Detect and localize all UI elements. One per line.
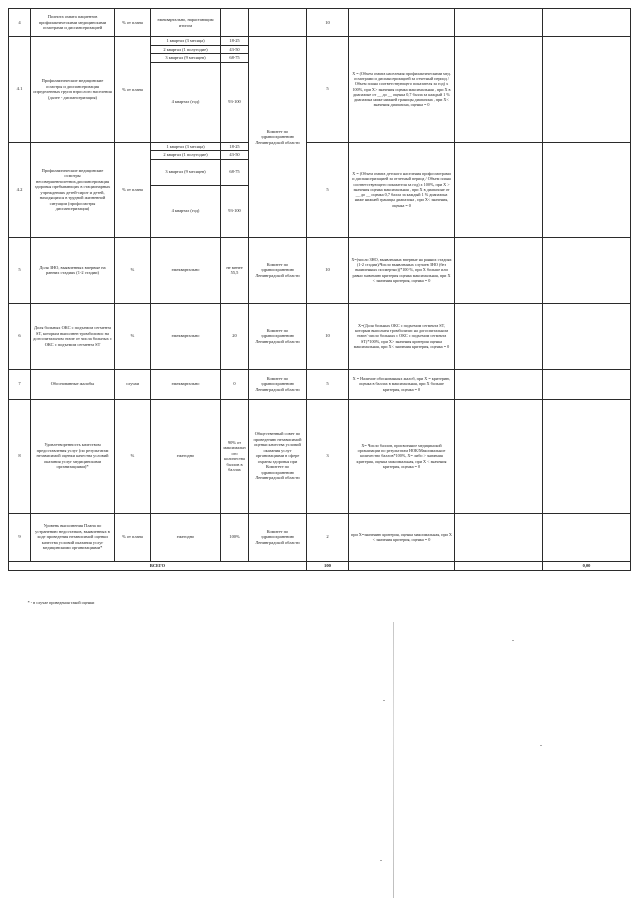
- quarter-period: 1 квартал (3 месяца): [151, 142, 221, 151]
- empty-cell: [455, 369, 543, 399]
- empty-cell: [349, 561, 455, 570]
- empty-cell: [455, 513, 543, 561]
- quarter-plan: 43-50: [221, 45, 249, 54]
- scan-speck: [383, 700, 385, 701]
- period: ежегодно: [151, 513, 221, 561]
- unit: %: [115, 303, 151, 369]
- empty-cell: [455, 399, 543, 513]
- empty-cell: [543, 513, 631, 561]
- table-row: [9, 37, 631, 46]
- plan-value: [221, 9, 249, 37]
- unit: случаи: [115, 369, 151, 399]
- period: ежегодно: [151, 399, 221, 513]
- criterion-name: Уровень выполнения Плана по устранению недостатков, выявленных в ходе проведения независимой оценки качества условий оказания услуг медицинскими организациями*: [31, 513, 115, 561]
- table-row: [9, 513, 631, 561]
- responsible: Комитет по здравоохранению Ленинградской области: [249, 303, 307, 369]
- quarter-period: 4 квартал (год): [151, 62, 221, 142]
- scan-speck: [540, 745, 542, 746]
- quarter-period: 2 квартал (1 полугодие): [151, 45, 221, 54]
- table-row: [9, 237, 631, 303]
- criterion-name: Удовлетворенность качеством предоставления услуг (по результатам независимой оценки качества условий оказания услуг медицинскими организациями)*: [31, 399, 115, 513]
- period: ежеквартально: [151, 237, 221, 303]
- row-number: 4: [9, 9, 31, 37]
- criterion-name: Обоснованные жалобы: [31, 369, 115, 399]
- row-number: 4.2: [9, 142, 31, 237]
- table-row: [9, 142, 631, 151]
- formula: при Х=значению критерия, оценка максимальная, при Х < значения критерия, оценка = 0: [349, 513, 455, 561]
- quarter-plan: 93-100: [221, 62, 249, 142]
- table-row: [9, 9, 631, 37]
- criteria-table: [8, 8, 631, 571]
- score: 5: [307, 369, 349, 399]
- empty-cell: [543, 399, 631, 513]
- unit: % от плана: [115, 9, 151, 37]
- criterion-name: Полнота охвата пациентов профилактическими медицинскими осмотрами и диспансеризацией: [31, 9, 115, 37]
- period: ежеквартально: [151, 303, 221, 369]
- row-number: 9: [9, 513, 31, 561]
- quarter-period: 1 квартал (3 месяца): [151, 37, 221, 46]
- empty-cell: [543, 303, 631, 369]
- quarter-period: 3 квартал (9 месяцев): [151, 159, 221, 185]
- empty-cell: [543, 237, 631, 303]
- quarter-period: 4 квартал (год): [151, 185, 221, 237]
- total-value: 0,00: [543, 561, 631, 570]
- footnote: * - в случае проведения такой оценки: [27, 600, 95, 605]
- quarter-plan: 93-100: [221, 185, 249, 237]
- empty-cell: [543, 37, 631, 143]
- quarter-period: 3 квартал (9 месяцев): [151, 54, 221, 63]
- plan-value: 20: [221, 303, 249, 369]
- quarter-period: 2 квартал (1 полугодие): [151, 151, 221, 160]
- criterion-name: Профилактические медицинские осмотры несовершеннолетних,диспансеризация здоровья пребывающих в стационарных учреждениях детей-сирот и детей, находящихся в трудной жизненной ситуации (профосмотры диспансеризация): [31, 142, 115, 237]
- total-score: 100: [307, 561, 349, 570]
- empty-cell: [543, 142, 631, 237]
- row-number: 4.1: [9, 37, 31, 143]
- empty-cell: [455, 237, 543, 303]
- responsible: [249, 9, 307, 37]
- responsible: Комитет по здравоохранению Ленинградской области: [249, 237, 307, 303]
- score: 5: [307, 142, 349, 237]
- table-row: [9, 369, 631, 399]
- quarter-plan: 68-75: [221, 54, 249, 63]
- formula: Х = (Объем охвата детского населения профосмотрами и диспансеризацией за отчетный период / Объем плана соответствующего показателя за год) х 100%, при Х > значения оценка максимальная , при Х в диапазоне от __ до __ оценка 0,7 балла за каждый 1 % диапазона ниже нижней границы диапазона , при Х< значения, оценка = 0: [349, 142, 455, 237]
- score: 5: [307, 37, 349, 143]
- empty-cell: [455, 303, 543, 369]
- empty-cell: [543, 369, 631, 399]
- criterion-name: Профилактические медицинские осмотры и диспансеризация определенных групп взрослого населения (далее - диспансеризация): [31, 37, 115, 143]
- unit: %: [115, 399, 151, 513]
- criterion-name: Доля больных ОКС с подъемом сегмента ST, которым выполнен тромболизис на догоспитальном этапе от числа больных с ОКС с подъемом сегмента ST: [31, 303, 115, 369]
- row-number: 5: [9, 237, 31, 303]
- empty-cell: [543, 9, 631, 37]
- score: 3: [307, 399, 349, 513]
- total-label: ВСЕГО: [9, 561, 307, 570]
- formula: Х=(Доля больных ОКС с подъемом сегмента ST, которым выполнен тромболизис на догоспитальном этапе/ число больных с ОКС с подъемом сегмента ST)*100%, при Х> значения критерия оценка максимальная, при Х< значения критерия, оценка = 0: [349, 303, 455, 369]
- responsible: Общественный совет по проведению независимой оценки качества условий оказания услуг организациями в сфере охраны здоровья при Комитете по здравоохранению Ленинградской области: [249, 399, 307, 513]
- empty-cell: [455, 9, 543, 37]
- plan-value: 90% от максимального количества баллов в баллах: [221, 399, 249, 513]
- scan-speck: [512, 640, 514, 641]
- unit: % от плана: [115, 142, 151, 237]
- table-row: [9, 303, 631, 369]
- period: ежеквартально: [151, 369, 221, 399]
- quarter-plan: 18-25: [221, 142, 249, 151]
- formula: Х=(число ЗНО, выявленных впервые на ранних стадиях (1-2 стадии)/Число выявленных случаев ЗНО (без выявленных посмертно))*100 %, при Х больше или равно значению критерия оценка максимальная, при Х < значения критерия, оценка = 0: [349, 237, 455, 303]
- scan-speck: [380, 860, 382, 861]
- total-row: [9, 561, 631, 570]
- period: ежеквартально, нарастающим итогом: [151, 9, 221, 37]
- formula: Х = (Объем охвата населения профилактическими мед. осмотрами и диспансеризацией за отчетный период / Объем плана соответствующего показателя за год) х 100%, при Х> значения оценка максимальная , при Х в диапазоне от __ до __ оценка 0,7 балла за каждый 1 % диапазона ниже нижней границы диапазона , при Х< значения диапазона, оценка = 0: [349, 37, 455, 143]
- table-row: [9, 399, 631, 513]
- score: 10: [307, 303, 349, 369]
- formula: Х = Наличие обоснованных жалоб, при Х = критерию, оценка в баллах в максимальная, при Х больше критерия, оценка = 0: [349, 369, 455, 399]
- plan-value: 0: [221, 369, 249, 399]
- criterion-name: Доля ЗНО, выявленных впервые на ранних стадиях (1-2 стадии): [31, 237, 115, 303]
- responsible: Комитет по здравоохранению Ленинградской области: [249, 369, 307, 399]
- score: 2: [307, 513, 349, 561]
- formula: [349, 9, 455, 37]
- row-number: 8: [9, 399, 31, 513]
- unit: % от плана: [115, 513, 151, 561]
- row-number: 7: [9, 369, 31, 399]
- quarter-plan: 43-50: [221, 151, 249, 160]
- score: 10: [307, 9, 349, 37]
- unit: %: [115, 237, 151, 303]
- empty-cell: [455, 561, 543, 570]
- responsible: Комитет по здравоохранению Ленинградской области: [249, 513, 307, 561]
- empty-cell: [455, 142, 543, 237]
- plan-value: не менее 55,5: [221, 237, 249, 303]
- quarter-plan: 68-75: [221, 159, 249, 185]
- plan-value: 100%: [221, 513, 249, 561]
- empty-cell: [455, 37, 543, 143]
- row-number: 6: [9, 303, 31, 369]
- formula: Х= Число баллов, присвоенное медицинской организации по результатам НОК/Максимальное количество баллов*100%, Х= либо > значения критерия, оценка максимальная, при Х < значения критерия, оценка = 0: [349, 399, 455, 513]
- unit: % от плана: [115, 37, 151, 143]
- score: 10: [307, 237, 349, 303]
- responsible: Комитет по здравоохранению Ленинградской области: [249, 37, 307, 238]
- quarter-plan: 18-25: [221, 37, 249, 46]
- scan-artifact-line: [393, 622, 394, 898]
